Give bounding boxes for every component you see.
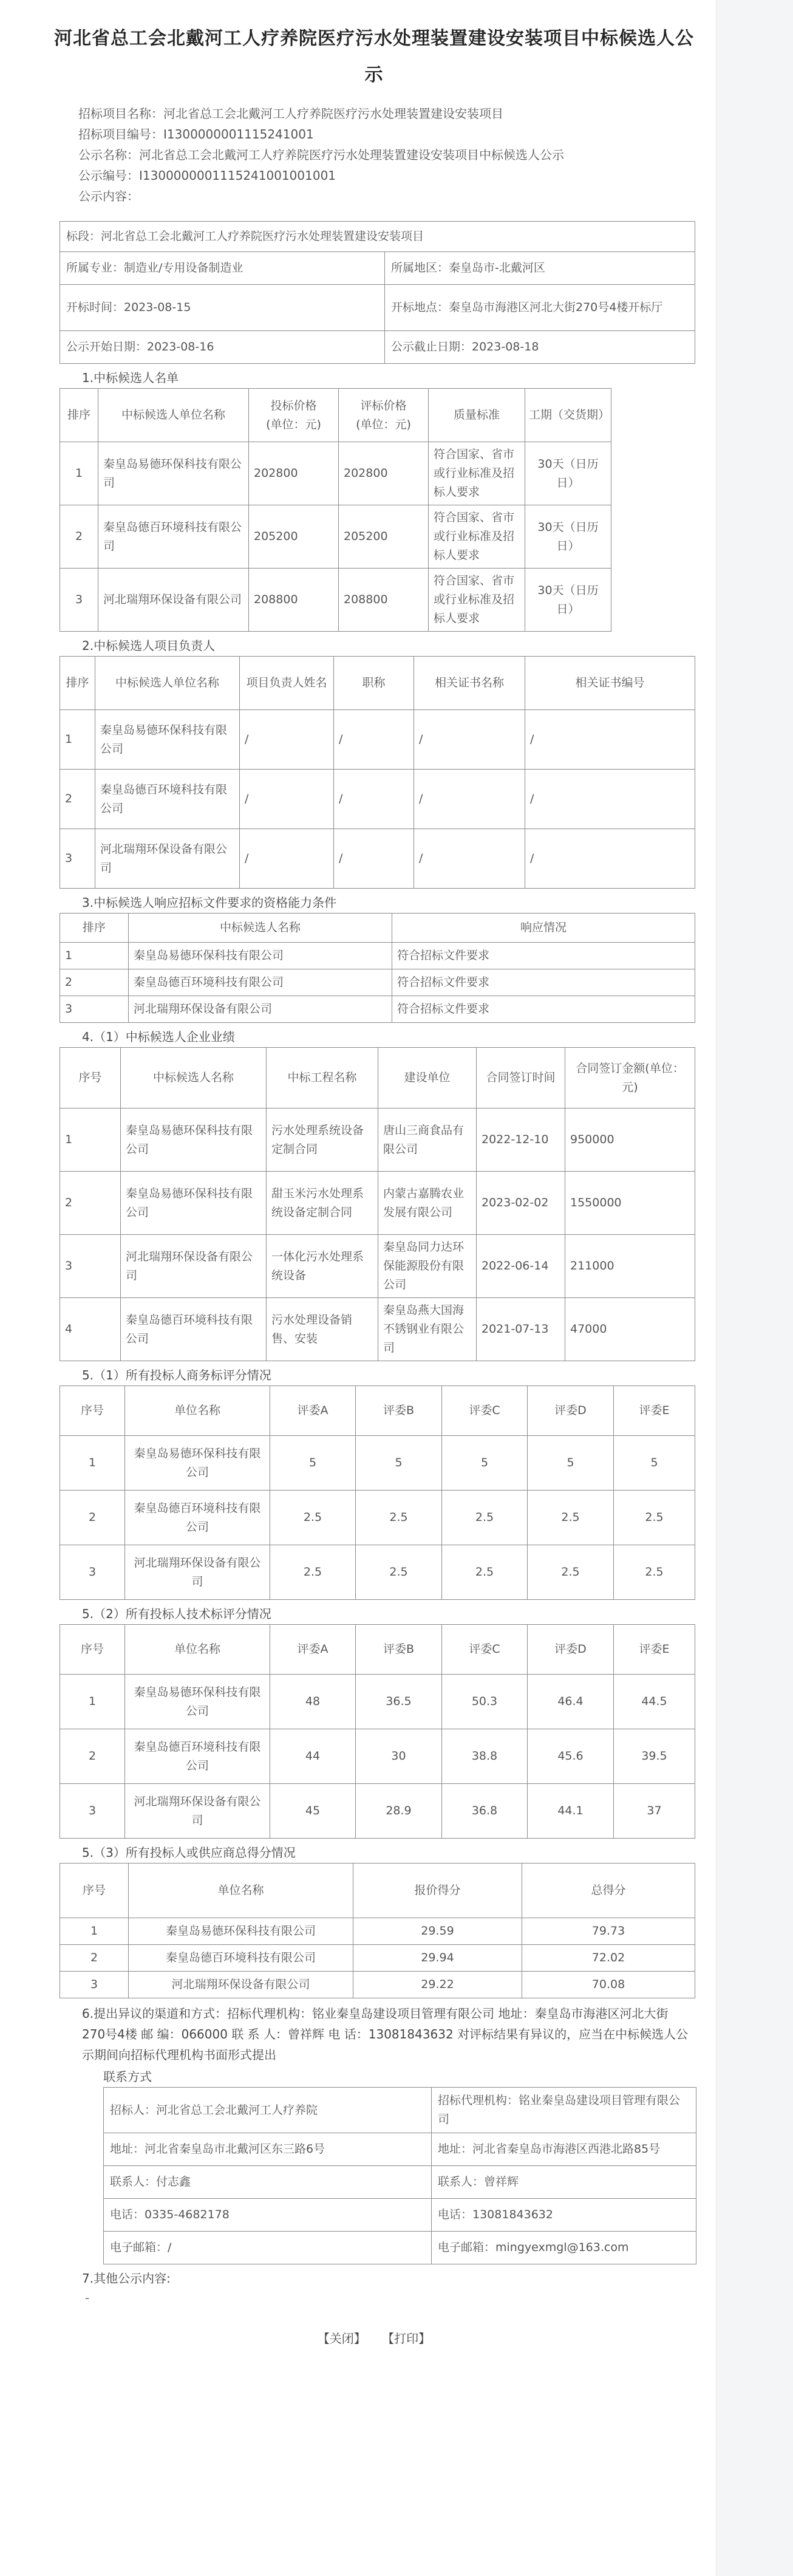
table-cell: 30天（日历日） <box>525 442 611 505</box>
table-header-row <box>60 1864 695 1918</box>
column-header: 评委E <box>614 1386 695 1436</box>
table-cell: 45 <box>270 1784 356 1839</box>
table-cell: 3 <box>60 996 129 1023</box>
table-cell: 50.3 <box>442 1675 528 1729</box>
table-cell: 河北瑞翔环保设备有限公司 <box>98 569 249 632</box>
table-row <box>60 1436 695 1491</box>
table-cell: 3 <box>60 1545 125 1600</box>
column-header: 中标候选人单位名称 <box>98 389 249 442</box>
table-cell: 1 <box>60 710 95 770</box>
table-cell: 河北瑞翔环保设备有限公司 <box>129 996 392 1023</box>
region-cell: 所属地区：秦皇岛市-北戴河区 <box>385 252 695 285</box>
table-cell: 符合国家、省市或行业标准及招标人要求 <box>429 505 525 569</box>
industry-cell: 所属专业：制造业/专用设备制造业 <box>60 252 385 285</box>
column-header: 评委A <box>270 1386 356 1436</box>
content-label: 公示内容： <box>78 189 139 203</box>
agency-email: 电子邮箱：mingyexmgl@163.com <box>432 2232 696 2264</box>
agency-phone: 电话：13081843632 <box>432 2199 696 2232</box>
table-cell: / <box>414 770 525 829</box>
table-cell: 5 <box>528 1436 614 1491</box>
column-header: 合同签订金额(单位：元) <box>565 1048 695 1109</box>
table-cell: / <box>240 770 334 829</box>
table-cell: 5 <box>442 1436 528 1491</box>
table-cell: 一体化污水处理系统设备 <box>267 1235 378 1298</box>
table-cell: 2.5 <box>614 1545 695 1600</box>
table-cell: 208800 <box>249 569 339 632</box>
table-cell: 秦皇岛德百环境科技有限公司 <box>95 770 240 829</box>
table-cell: 950000 <box>565 1109 695 1172</box>
table-header-row <box>60 1625 695 1675</box>
table-cell: 5 <box>270 1436 356 1491</box>
table-cell: 污水处理系统设备定制合同 <box>267 1109 378 1172</box>
table-row <box>60 1972 695 1998</box>
table-cell: 45.6 <box>528 1729 614 1784</box>
table-cell: 1 <box>60 1918 129 1945</box>
column-header: 工期（交货期） <box>525 389 611 442</box>
table-cell: 211000 <box>565 1235 695 1298</box>
table-cell: / <box>414 710 525 770</box>
section-heading-qualification: 3.中标候选人响应招标文件要求的资格能力条件 <box>82 895 337 910</box>
column-header: 评委D <box>528 1625 614 1675</box>
column-header: 中标候选人名称 <box>129 914 392 943</box>
table-cell: 2.5 <box>442 1545 528 1600</box>
table-cell: 1 <box>60 943 129 969</box>
column-header: 评委B <box>356 1386 442 1436</box>
table-cell: 44 <box>270 1729 356 1784</box>
column-header: 相关证书名称 <box>414 657 525 710</box>
table-cell: 3 <box>60 1784 125 1839</box>
table-row <box>60 569 695 632</box>
footer-actions <box>52 2307 696 2346</box>
table-cell: / <box>414 829 525 889</box>
table-row <box>60 505 695 569</box>
table-row <box>60 1545 695 1600</box>
column-header: 序号 <box>60 1864 129 1918</box>
table-cell: / <box>525 710 695 770</box>
table-cell: 2.5 <box>614 1491 695 1545</box>
table-cell: 2021-07-13 <box>477 1298 565 1361</box>
tenderer-email: 电子邮箱：/ <box>104 2232 432 2264</box>
table-cell: / <box>525 770 695 829</box>
table-row <box>60 1729 695 1784</box>
table-cell: 2022-06-14 <box>477 1235 565 1298</box>
column-header: 序号 <box>60 1386 125 1436</box>
table-cell: 河北瑞翔环保设备有限公司 <box>125 1784 270 1839</box>
project-code: 招标项目编号：I1300000001115241001 <box>78 127 314 142</box>
performance-table <box>60 1047 695 1361</box>
table-cell: 70.08 <box>522 1972 695 1998</box>
table-row <box>60 829 695 889</box>
table-cell: 39.5 <box>614 1729 695 1784</box>
table-cell: 1 <box>60 1109 121 1172</box>
table-cell: 唐山三商食品有限公司 <box>378 1109 477 1172</box>
notice-meta <box>52 94 696 207</box>
table-cell: 秦皇岛德百环境科技有限公司 <box>125 1729 270 1784</box>
table-row <box>60 1918 695 1945</box>
table-cell: 2 <box>60 505 98 569</box>
table-cell: 1 <box>60 1675 125 1729</box>
agency-contact-person: 联系人：曾祥辉 <box>432 2166 696 2199</box>
table-cell: 符合招标文件要求 <box>392 943 695 969</box>
section-heading-total-score: 5.（3）所有投标人或供应商总得分情况 <box>82 1845 296 1860</box>
table-cell: 秦皇岛德百环境科技有限公司 <box>125 1491 270 1545</box>
table-cell: 30天（日历日） <box>525 505 611 569</box>
table-row <box>60 969 695 996</box>
objection-channel: 6.提出异议的渠道和方式：招标代理机构：铭业秦皇岛建设项目管理有限公司 地址：秦皇岛市海港区河北大街270号4楼 邮 编：066000 联 系 人：曾祥辉 电 话：13081843632 对评标结果有异议的，应当在中标候选人公示期间向招标代理机构书面形式提出 <box>82 2006 689 2062</box>
table-cell: 205200 <box>249 505 339 569</box>
table-cell: 2 <box>60 1729 125 1784</box>
table-cell: 河北瑞翔环保设备有限公司 <box>95 829 240 889</box>
column-header: 评委C <box>442 1386 528 1436</box>
table-cell: 3 <box>60 1235 121 1298</box>
business-score-table <box>60 1385 695 1600</box>
table-cell: 3 <box>60 829 95 889</box>
notice-page <box>52 0 696 2346</box>
section-heading-performance: 4.（1）中标候选人企业业绩 <box>82 1030 235 1044</box>
table-cell: 秦皇岛易德环保科技有限公司 <box>95 710 240 770</box>
table-row <box>60 1109 695 1172</box>
column-header: 评委A <box>270 1625 356 1675</box>
table-cell: 2.5 <box>442 1491 528 1545</box>
table-cell: 37 <box>614 1784 695 1839</box>
table-row <box>60 1945 695 1972</box>
table-cell: 秦皇岛易德环保科技有限公司 <box>125 1436 270 1491</box>
table-cell: / <box>240 829 334 889</box>
tenderer-phone: 电话：0335-4682178 <box>104 2199 432 2232</box>
table-cell: 秦皇岛德百环境科技有限公司 <box>98 505 249 569</box>
table-cell: 秦皇岛易德环保科技有限公司 <box>125 1675 270 1729</box>
column-header: 排序 <box>60 914 129 943</box>
tenderer-name: 招标人：河北省总工会北戴河工人疗养院 <box>104 2088 432 2133</box>
table-cell: 202800 <box>249 442 339 505</box>
agency-address: 地址：河北省秦皇岛市海港区西港北路85号 <box>432 2133 696 2166</box>
table-header-row <box>60 389 695 442</box>
tenderer-contact-person: 联系人：付志鑫 <box>104 2166 432 2199</box>
table-row <box>60 1675 695 1729</box>
table-cell: 1 <box>60 1436 125 1491</box>
column-header: 排序 <box>60 389 98 442</box>
column-header: 项目负责人姓名 <box>240 657 334 710</box>
table-cell: 秦皇岛易德环保科技有限公司 <box>129 1918 353 1945</box>
column-header: 建设单位 <box>378 1048 477 1109</box>
table-row <box>60 996 695 1023</box>
table-cell: 符合国家、省市或行业标准及招标人要求 <box>429 569 525 632</box>
table-cell: 29.59 <box>353 1918 522 1945</box>
table-cell: 秦皇岛同力达环保能源股份有限公司 <box>378 1235 477 1298</box>
column-header: 投标价格 (单位：元) <box>249 389 339 442</box>
column-header: 总得分 <box>522 1864 695 1918</box>
table-cell: 4 <box>60 1298 121 1361</box>
table-cell: 30 <box>356 1729 442 1784</box>
table-cell: 河北瑞翔环保设备有限公司 <box>129 1972 353 1998</box>
table-cell: 29.22 <box>353 1972 522 1998</box>
column-header: 职称 <box>334 657 414 710</box>
column-header: 相关证书编号 <box>525 657 695 710</box>
table-cell: 2.5 <box>356 1491 442 1545</box>
table-cell: 2.5 <box>270 1491 356 1545</box>
table-row <box>60 1172 695 1235</box>
end-date-cell: 公示截止日期：2023-08-18 <box>385 331 695 364</box>
table-cell: 36.8 <box>442 1784 528 1839</box>
table-cell: 79.73 <box>522 1918 695 1945</box>
agency-name: 招标代理机构：铭业秦皇岛建设项目管理有限公司 <box>432 2088 696 2133</box>
column-header: 响应情况 <box>392 914 695 943</box>
table-cell: 48 <box>270 1675 356 1729</box>
table-header-row <box>60 657 695 710</box>
table-row <box>60 442 695 505</box>
section-cell: 标段：河北省总工会北戴河工人疗养院医疗污水处理装置建设安装项目 <box>60 222 695 252</box>
table-cell: 符合国家、省市或行业标准及招标人要求 <box>429 442 525 505</box>
table-cell: 2 <box>60 1491 125 1545</box>
table-cell: 秦皇岛德百环境科技有限公司 <box>129 1945 353 1972</box>
technical-score-table <box>60 1624 695 1839</box>
table-row <box>60 1491 695 1545</box>
contact-heading: 联系方式 <box>103 2069 152 2084</box>
table-cell: 5 <box>614 1436 695 1491</box>
table-cell: 河北瑞翔环保设备有限公司 <box>125 1545 270 1600</box>
section-heading-business-score: 5.（1）所有投标人商务标评分情况 <box>82 1368 271 1382</box>
column-header: 报价得分 <box>353 1864 522 1918</box>
leaders-table <box>60 656 695 889</box>
table-cell: 28.9 <box>356 1784 442 1839</box>
table-cell: / <box>240 710 334 770</box>
table-cell: 44.5 <box>614 1675 695 1729</box>
right-scroll-band <box>716 0 793 2576</box>
table-cell: 2.5 <box>528 1545 614 1600</box>
table-cell: 3 <box>60 569 98 632</box>
table-cell: 38.8 <box>442 1729 528 1784</box>
other-content-value: - <box>85 2291 90 2305</box>
table-cell: / <box>525 829 695 889</box>
table-cell: 符合招标文件要求 <box>392 996 695 1023</box>
table-row <box>60 1298 695 1361</box>
table-cell: 2.5 <box>356 1545 442 1600</box>
table-cell: 47000 <box>565 1298 695 1361</box>
column-header: 单位名称 <box>129 1864 353 1918</box>
column-header: 评委B <box>356 1625 442 1675</box>
table-cell: 秦皇岛燕大国海不锈钢业有限公司 <box>378 1298 477 1361</box>
table-cell: 46.4 <box>528 1675 614 1729</box>
table-cell: 1 <box>60 442 98 505</box>
project-name: 招标项目名称：河北省总工会北戴河工人疗养院医疗污水处理装置建设安装项目 <box>78 106 503 121</box>
column-header: 质量标准 <box>429 389 525 442</box>
table-row <box>60 943 695 969</box>
column-header: 序号 <box>60 1048 121 1109</box>
table-cell: 30天（日历日） <box>525 569 611 632</box>
table-cell: 3 <box>60 1972 129 1998</box>
table-cell: 5 <box>356 1436 442 1491</box>
column-header: 合同签订时间 <box>477 1048 565 1109</box>
candidates-table <box>60 388 695 632</box>
table-cell: 甜玉米污水处理系统设备定制合同 <box>267 1172 378 1235</box>
table-cell: 秦皇岛易德环保科技有限公司 <box>121 1109 267 1172</box>
section-heading-candidates: 1.中标候选人名单 <box>82 371 179 385</box>
table-row <box>60 1235 695 1298</box>
table-cell: 2 <box>60 1945 129 1972</box>
column-header: 中标工程名称 <box>267 1048 378 1109</box>
table-cell: 2.5 <box>528 1491 614 1545</box>
table-cell: / <box>334 710 414 770</box>
table-row <box>60 770 695 829</box>
column-header: 评委C <box>442 1625 528 1675</box>
table-cell: 2 <box>60 1172 121 1235</box>
table-cell: 河北瑞翔环保设备有限公司 <box>121 1235 267 1298</box>
table-row <box>60 1784 695 1839</box>
table-cell: 秦皇岛德百环境科技有限公司 <box>121 1298 267 1361</box>
table-cell: 秦皇岛德百环境科技有限公司 <box>129 969 392 996</box>
table-header-row <box>60 1386 695 1436</box>
column-header: 序号 <box>60 1625 125 1675</box>
page-title: 河北省总工会北戴河工人疗养院医疗污水处理装置建设安装项目中标候选人公示 <box>54 28 694 86</box>
table-cell: 72.02 <box>522 1945 695 1972</box>
section-heading-leaders: 2.中标候选人项目负责人 <box>82 638 216 653</box>
table-cell: 2022-12-10 <box>477 1109 565 1172</box>
table-cell: 208800 <box>339 569 429 632</box>
table-cell: 29.94 <box>353 1945 522 1972</box>
column-header: 单位名称 <box>125 1625 270 1675</box>
table-cell: 2 <box>60 770 95 829</box>
table-header-row <box>60 1048 695 1109</box>
column-header: 评委E <box>614 1625 695 1675</box>
table-cell: 36.5 <box>356 1675 442 1729</box>
table-cell: 秦皇岛易德环保科技有限公司 <box>98 442 249 505</box>
table-cell: / <box>334 829 414 889</box>
table-cell: 202800 <box>339 442 429 505</box>
notice-code: 公示编号：I1300000001115241001001001 <box>78 168 336 183</box>
qualification-table <box>60 913 695 1023</box>
table-cell: 2 <box>60 969 129 996</box>
column-header: 中标候选人单位名称 <box>95 657 240 710</box>
contact-table <box>103 2087 696 2264</box>
start-date-cell: 公示开始日期：2023-08-16 <box>60 331 385 364</box>
column-header: 排序 <box>60 657 95 710</box>
column-header: 评标价格 (单位：元) <box>339 389 429 442</box>
table-cell: 2023-02-02 <box>477 1172 565 1235</box>
table-row <box>60 710 695 770</box>
open-place-cell: 开标地点：秦皇岛市海港区河北大街270号4楼开标厅 <box>385 285 695 331</box>
table-cell: 污水处理设备销售、安装 <box>267 1298 378 1361</box>
table-cell: 秦皇岛易德环保科技有限公司 <box>129 943 392 969</box>
basic-info-table <box>60 221 695 364</box>
notice-name: 公示名称：河北省总工会北戴河工人疗养院医疗污水处理装置建设安装项目中标候选人公示 <box>78 148 564 162</box>
close-button[interactable]: 【关闭】 <box>317 2331 366 2346</box>
open-time-cell: 开标时间：2023-08-15 <box>60 285 385 331</box>
column-header: 评委D <box>528 1386 614 1436</box>
column-header: 单位名称 <box>125 1386 270 1436</box>
tenderer-address: 地址：河北省秦皇岛市北戴河区东三路6号 <box>104 2133 432 2166</box>
table-cell: 44.1 <box>528 1784 614 1839</box>
table-cell: 205200 <box>339 505 429 569</box>
other-content-heading: 7.其他公示内容: <box>82 2271 171 2286</box>
table-cell: 1550000 <box>565 1172 695 1235</box>
table-cell: 2.5 <box>270 1545 356 1600</box>
table-cell: 符合招标文件要求 <box>392 969 695 996</box>
column-header: 中标候选人名称 <box>121 1048 267 1109</box>
section-heading-technical-score: 5.（2）所有投标人技术标评分情况 <box>82 1607 271 1621</box>
table-header-row <box>60 914 695 943</box>
print-button[interactable]: 【打印】 <box>382 2331 431 2346</box>
table-cell: 秦皇岛易德环保科技有限公司 <box>121 1172 267 1235</box>
total-score-table <box>60 1863 695 1998</box>
table-cell: 内蒙古嘉腾农业发展有限公司 <box>378 1172 477 1235</box>
table-cell: / <box>334 770 414 829</box>
